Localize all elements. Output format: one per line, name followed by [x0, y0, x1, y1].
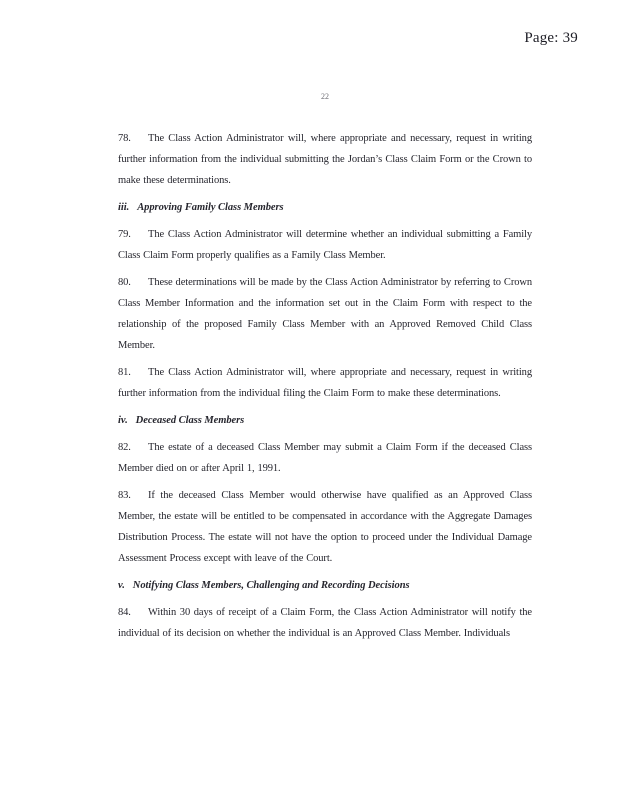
paragraph — [118, 602, 532, 644]
paragraph-text: The Class Action Administrator will, where appropriate and necessary, request in writing further information from the individual submitting the Jordan’s Class Claim Form or the Crown to make these determinations. — [118, 133, 532, 186]
document-content — [118, 128, 532, 644]
paragraph-number: 80. — [118, 277, 131, 288]
section-heading — [118, 410, 532, 431]
heading-text: Approving Family Class Members — [137, 202, 284, 213]
paragraph-number: 84. — [118, 607, 131, 618]
paragraph-number: 79. — [118, 229, 131, 240]
paragraph — [118, 362, 532, 404]
paragraph — [118, 224, 532, 266]
heading-number: iv. — [118, 415, 128, 426]
heading-text: Deceased Class Members — [135, 415, 245, 426]
document-page — [118, 92, 532, 650]
paragraph-text: These determinations will be made by the Class Action Administrator by referring to Crown Class Member Information and the information set out in the Claim Form with respect to the relationship of the proposed Family Class Member with an Approved Removed Child Class Member. — [118, 277, 532, 351]
paragraph-text: Within 30 days of receipt of a Claim Form, the Class Action Administrator will notify the individual of its decision on whether the individual is an Approved Class Member. Individuals — [118, 607, 532, 639]
paragraph-number: 78. — [118, 133, 131, 144]
paragraph-text: If the deceased Class Member would otherwise have qualified as an Approved Class Member, the estate will be entitled to be compensated in accordance with the Aggregate Damages Distribution Process. The estate will not have the option to proceed under the Individual Damage Assessment Process except with leave of the Court. — [118, 490, 532, 564]
paragraph-text: The Class Action Administrator will, where appropriate and necessary, request in writing further information from the individual filing the Claim Form to make these determinations. — [118, 367, 532, 399]
section-heading — [118, 197, 532, 218]
page-label: Page: 39 — [524, 30, 578, 46]
paragraph-number: 83. — [118, 490, 131, 501]
paragraph-number: 81. — [118, 367, 131, 378]
paragraph — [118, 437, 532, 479]
paragraph — [118, 272, 532, 356]
document-page-number: 22 — [321, 92, 329, 101]
heading-text: Notifying Class Members, Challenging and Recording Decisions — [132, 580, 410, 591]
paragraph-text: The estate of a deceased Class Member may submit a Claim Form if the deceased Class Member died on or after April 1, 1991. — [118, 442, 532, 474]
paragraph — [118, 485, 532, 569]
paragraph — [118, 128, 532, 191]
heading-number: v. — [118, 580, 125, 591]
paragraph-number: 82. — [118, 442, 131, 453]
paragraph-text: The Class Action Administrator will determine whether an individual submitting a Family Class Claim Form properly qualifies as a Family Class Member. — [118, 229, 532, 261]
heading-number: iii. — [118, 202, 130, 213]
section-heading — [118, 575, 532, 596]
